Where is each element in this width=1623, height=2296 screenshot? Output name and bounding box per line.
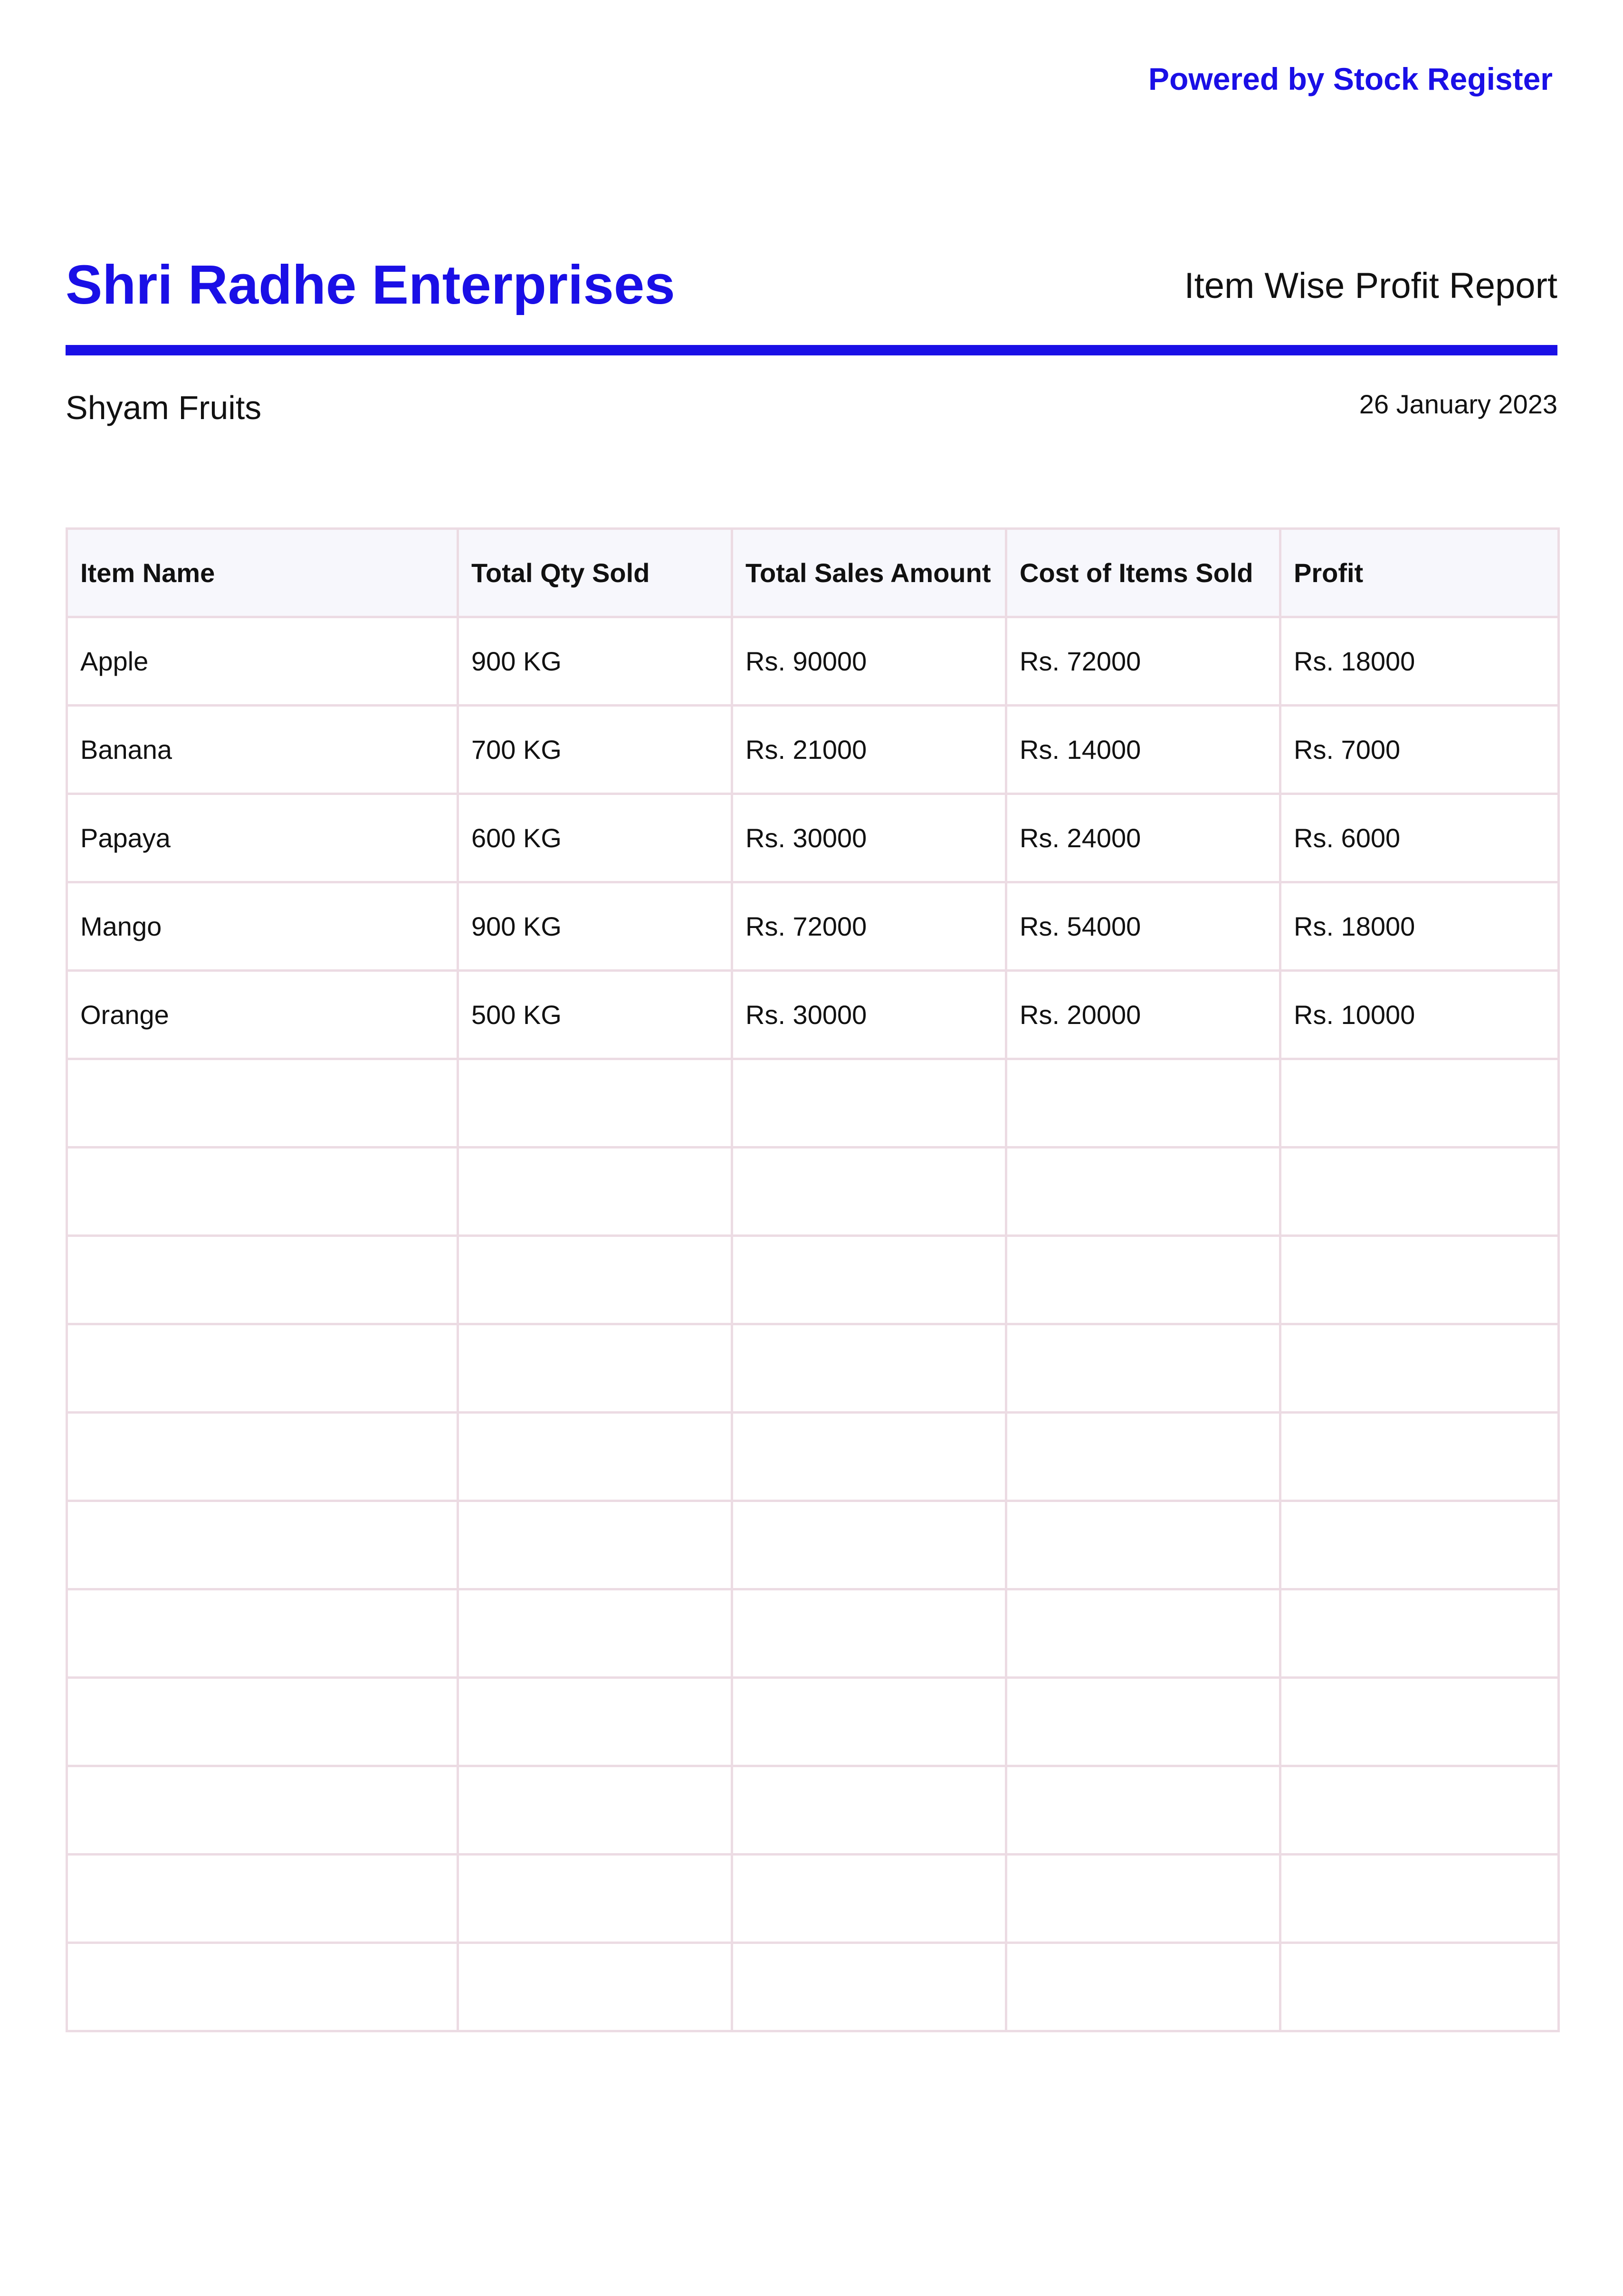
cell-profit: Rs. 18000	[1280, 882, 1559, 971]
header-divider	[66, 345, 1557, 355]
header-total-qty-sold: Total Qty Sold	[458, 529, 732, 617]
empty-cell	[732, 1059, 1006, 1148]
empty-cell	[458, 1501, 732, 1589]
empty-cell	[458, 1324, 732, 1413]
cell-total-qty-sold: 500 KG	[458, 971, 732, 1059]
empty-cell	[1006, 1059, 1280, 1148]
empty-cell	[1280, 1324, 1559, 1413]
empty-cell	[1006, 1501, 1280, 1589]
cell-cost-of-items-sold: Rs. 24000	[1006, 794, 1280, 882]
empty-cell	[67, 1589, 458, 1678]
powered-by-label: Powered by Stock Register	[1148, 61, 1553, 96]
cell-item-name: Mango	[67, 882, 458, 971]
empty-cell	[732, 1855, 1006, 1943]
cell-profit: Rs. 6000	[1280, 794, 1559, 882]
empty-cell	[1280, 1943, 1559, 2031]
table-row	[67, 971, 1559, 1059]
empty-table-row	[67, 1855, 1559, 1943]
empty-cell	[67, 1766, 458, 1855]
empty-cell	[67, 1148, 458, 1236]
empty-table-row	[67, 1324, 1559, 1413]
cell-item-name: Orange	[67, 971, 458, 1059]
empty-table-row	[67, 1589, 1559, 1678]
cell-total-sales-amount: Rs. 30000	[732, 971, 1006, 1059]
report-title: Item Wise Profit Report	[1184, 266, 1557, 306]
cell-total-qty-sold: 900 KG	[458, 617, 732, 706]
cell-total-qty-sold: 900 KG	[458, 882, 732, 971]
cell-cost-of-items-sold: Rs. 20000	[1006, 971, 1280, 1059]
empty-cell	[458, 1589, 732, 1678]
empty-cell	[67, 1943, 458, 2031]
empty-cell	[458, 1678, 732, 1766]
empty-table-row	[67, 1766, 1559, 1855]
table-row	[67, 706, 1559, 794]
empty-cell	[1006, 1766, 1280, 1855]
empty-cell	[1280, 1059, 1559, 1148]
empty-cell	[458, 1943, 732, 2031]
empty-cell	[458, 1855, 732, 1943]
empty-cell	[1006, 1943, 1280, 2031]
cell-total-sales-amount: Rs. 90000	[732, 617, 1006, 706]
empty-cell	[1006, 1589, 1280, 1678]
header-profit: Profit	[1280, 529, 1559, 617]
cell-profit: Rs. 10000	[1280, 971, 1559, 1059]
company-name: Shri Radhe Enterprises	[66, 254, 675, 316]
table-row	[67, 882, 1559, 971]
empty-cell	[1280, 1678, 1559, 1766]
empty-cell	[1006, 1855, 1280, 1943]
empty-cell	[732, 1589, 1006, 1678]
cell-total-qty-sold: 700 KG	[458, 706, 732, 794]
empty-cell	[67, 1855, 458, 1943]
empty-cell	[458, 1059, 732, 1148]
cell-profit: Rs. 7000	[1280, 706, 1559, 794]
empty-cell	[1280, 1855, 1559, 1943]
header-cost-of-items-sold: Cost of Items Sold	[1006, 529, 1280, 617]
empty-cell	[458, 1236, 732, 1324]
empty-cell	[1280, 1501, 1559, 1589]
customer-name: Shyam Fruits	[66, 389, 262, 426]
cell-total-sales-amount: Rs. 21000	[732, 706, 1006, 794]
cell-cost-of-items-sold: Rs. 14000	[1006, 706, 1280, 794]
table-row	[67, 617, 1559, 706]
profit-table	[66, 527, 1560, 2032]
empty-cell	[732, 1413, 1006, 1501]
empty-cell	[732, 1766, 1006, 1855]
table-header-row	[67, 529, 1559, 617]
empty-cell	[732, 1943, 1006, 2031]
empty-cell	[732, 1501, 1006, 1589]
empty-cell	[1280, 1148, 1559, 1236]
empty-cell	[1006, 1324, 1280, 1413]
empty-cell	[67, 1324, 458, 1413]
cell-item-name: Banana	[67, 706, 458, 794]
empty-table-row	[67, 1943, 1559, 2031]
empty-table-row	[67, 1413, 1559, 1501]
cell-total-sales-amount: Rs. 30000	[732, 794, 1006, 882]
cell-cost-of-items-sold: Rs. 72000	[1006, 617, 1280, 706]
empty-cell	[67, 1236, 458, 1324]
empty-cell	[1280, 1589, 1559, 1678]
empty-cell	[1006, 1413, 1280, 1501]
cell-total-sales-amount: Rs. 72000	[732, 882, 1006, 971]
cell-cost-of-items-sold: Rs. 54000	[1006, 882, 1280, 971]
cell-total-qty-sold: 600 KG	[458, 794, 732, 882]
empty-cell	[67, 1059, 458, 1148]
empty-cell	[732, 1236, 1006, 1324]
table-row	[67, 794, 1559, 882]
empty-cell	[67, 1678, 458, 1766]
empty-table-row	[67, 1678, 1559, 1766]
empty-cell	[67, 1501, 458, 1589]
cell-item-name: Papaya	[67, 794, 458, 882]
empty-cell	[458, 1413, 732, 1501]
empty-cell	[1006, 1678, 1280, 1766]
empty-table-row	[67, 1236, 1559, 1324]
empty-cell	[1280, 1236, 1559, 1324]
empty-cell	[1006, 1148, 1280, 1236]
header-item-name: Item Name	[67, 529, 458, 617]
empty-table-row	[67, 1501, 1559, 1589]
empty-cell	[458, 1148, 732, 1236]
empty-table-row	[67, 1148, 1559, 1236]
header-total-sales-amount: Total Sales Amount	[732, 529, 1006, 617]
cell-profit: Rs. 18000	[1280, 617, 1559, 706]
table-body	[67, 617, 1559, 2031]
empty-cell	[1280, 1766, 1559, 1855]
empty-cell	[1280, 1413, 1559, 1501]
empty-table-row	[67, 1059, 1559, 1148]
empty-cell	[732, 1148, 1006, 1236]
report-date: 26 January 2023	[1359, 389, 1557, 419]
cell-item-name: Apple	[67, 617, 458, 706]
empty-cell	[458, 1766, 732, 1855]
empty-cell	[732, 1678, 1006, 1766]
empty-cell	[1006, 1236, 1280, 1324]
empty-cell	[732, 1324, 1006, 1413]
empty-cell	[67, 1413, 458, 1501]
